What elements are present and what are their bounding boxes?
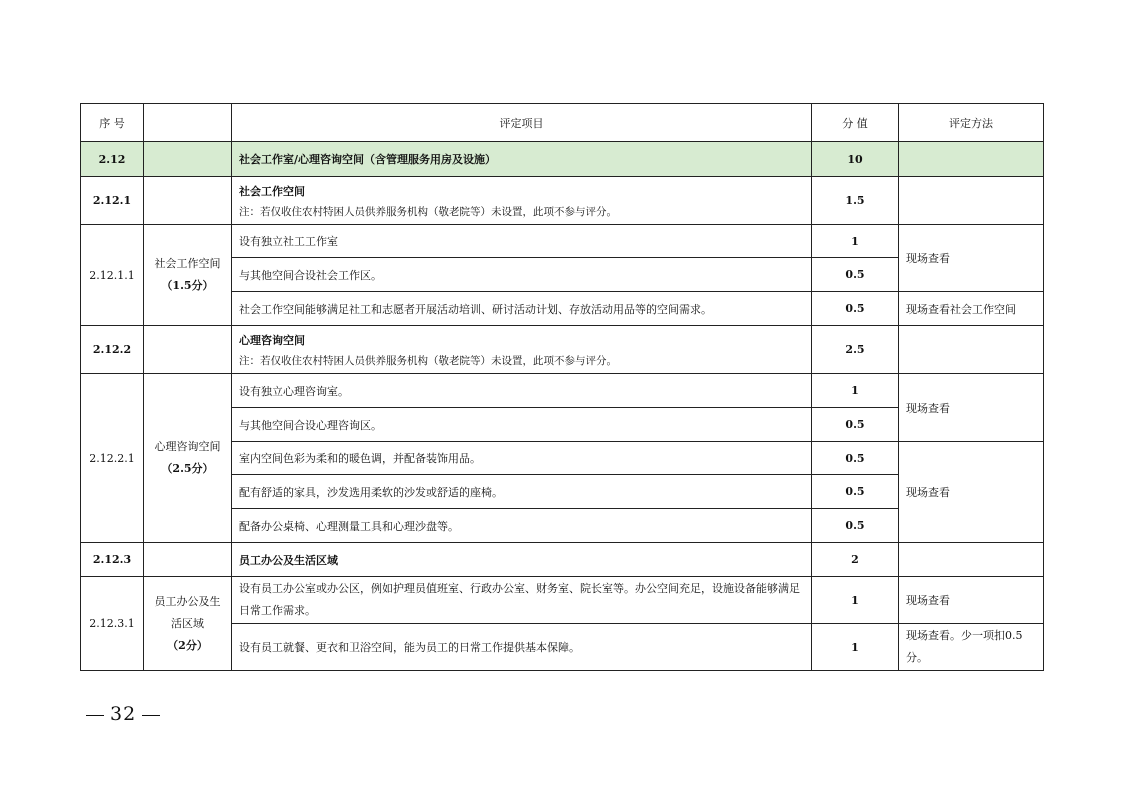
table-row <box>81 577 1044 624</box>
page-dash-left <box>86 715 104 716</box>
item-cell: 设有员工就餐、更衣和卫浴空间，能为员工的日常工作提供基本保障。 <box>232 624 812 671</box>
page-dash-right <box>142 715 160 716</box>
category-cell <box>144 225 232 326</box>
item-cell: 社会工作空间能够满足社工和志愿者开展活动培训、研讨活动计划、存放活动用品等的空间需求。 <box>232 292 812 326</box>
score-cell: 1 <box>812 374 899 408</box>
score-cell: 1 <box>812 624 899 671</box>
header-blank <box>144 104 232 142</box>
method-cell <box>899 142 1044 177</box>
score-cell: 1 <box>812 577 899 624</box>
item-note: 注：若仅收住农村特困人员供养服务机构（敬老院等）未设置，此项不参与评分。 <box>239 205 617 218</box>
item-title: 社会工作空间 <box>239 184 305 198</box>
section-row-2-12 <box>81 142 1044 177</box>
score-cell: 0.5 <box>812 292 899 326</box>
category-points: （2分） <box>167 638 208 652</box>
item-cell: 与其他空间合设心理咨询区。 <box>232 408 812 442</box>
item-cell: 员工办公及生活区域 <box>232 543 812 577</box>
header-item: 评定项目 <box>232 104 812 142</box>
subsection-row-2-12-1 <box>81 177 1044 225</box>
method-cell <box>899 177 1044 225</box>
method-cell <box>899 543 1044 577</box>
item-title: 心理咨询空间 <box>239 333 305 347</box>
table-row <box>81 374 1044 408</box>
seq-cell: 2.12.2.1 <box>81 374 144 543</box>
method-cell: 现场查看 <box>899 225 1044 292</box>
item-cell: 设有独立社工工作室 <box>232 225 812 258</box>
score-cell: 0.5 <box>812 509 899 543</box>
header-seq: 序 号 <box>81 104 144 142</box>
blank-cell <box>144 177 232 225</box>
method-cell: 现场查看 <box>899 374 1044 442</box>
header-row <box>81 104 1044 142</box>
category-label: 心理咨询空间 <box>154 440 221 453</box>
category-cell <box>144 374 232 543</box>
page-number-value: 32 <box>110 703 137 725</box>
category-cell <box>144 577 232 671</box>
score-cell: 2 <box>812 543 899 577</box>
seq-cell: 2.12.2 <box>81 326 144 374</box>
item-cell: 与其他空间合设社会工作区。 <box>232 258 812 292</box>
seq-cell: 2.12.3.1 <box>81 577 144 671</box>
table-row <box>81 225 1044 258</box>
method-cell: 现场查看 <box>899 442 1044 543</box>
category-label: 社会工作空间 <box>154 257 221 270</box>
category-label: 员工办公及生活区域 <box>154 594 221 630</box>
seq-cell: 2.12.1.1 <box>81 225 144 326</box>
method-cell: 现场查看社会工作空间 <box>899 292 1044 326</box>
item-cell <box>232 177 812 225</box>
item-cell: 配有舒适的家具，沙发选用柔软的沙发或舒适的座椅。 <box>232 475 812 509</box>
method-cell: 现场查看。少一项扣0.5分。 <box>899 624 1044 671</box>
item-note: 注：若仅收住农村特困人员供养服务机构（敬老院等）未设置，此项不参与评分。 <box>239 354 617 367</box>
item-cell: 设有员工办公室或办公区，例如护理员值班室、行政办公室、财务室、院长室等。办公空间充足，设施设备能够满足日常工作需求。 <box>232 577 812 624</box>
score-cell: 0.5 <box>812 408 899 442</box>
score-cell: 0.5 <box>812 442 899 475</box>
item-cell: 设有独立心理咨询室。 <box>232 374 812 408</box>
seq-cell: 2.12 <box>81 142 144 177</box>
blank-cell <box>144 543 232 577</box>
method-cell <box>899 326 1044 374</box>
item-cell <box>232 326 812 374</box>
blank-cell <box>144 142 232 177</box>
subsection-row-2-12-2 <box>81 326 1044 374</box>
method-cell: 现场查看 <box>899 577 1044 624</box>
page-number <box>80 703 166 725</box>
header-score: 分 值 <box>812 104 899 142</box>
item-cell: 配备办公桌椅、心理测量工具和心理沙盘等。 <box>232 509 812 543</box>
subsection-row-2-12-3 <box>81 543 1044 577</box>
item-cell: 社会工作室/心理咨询空间（含管理服务用房及设施） <box>232 142 812 177</box>
score-cell: 1 <box>812 225 899 258</box>
seq-cell: 2.12.1 <box>81 177 144 225</box>
category-points: （1.5分） <box>161 279 214 292</box>
score-cell: 10 <box>812 142 899 177</box>
seq-cell: 2.12.3 <box>81 543 144 577</box>
blank-cell <box>144 326 232 374</box>
evaluation-table <box>80 103 1044 671</box>
category-points: （2.5分） <box>161 462 214 475</box>
header-method: 评定方法 <box>899 104 1044 142</box>
item-cell: 室内空间色彩为柔和的暖色调，并配备装饰用品。 <box>232 442 812 475</box>
score-cell: 0.5 <box>812 258 899 292</box>
score-cell: 2.5 <box>812 326 899 374</box>
score-cell: 1.5 <box>812 177 899 225</box>
score-cell: 0.5 <box>812 475 899 509</box>
